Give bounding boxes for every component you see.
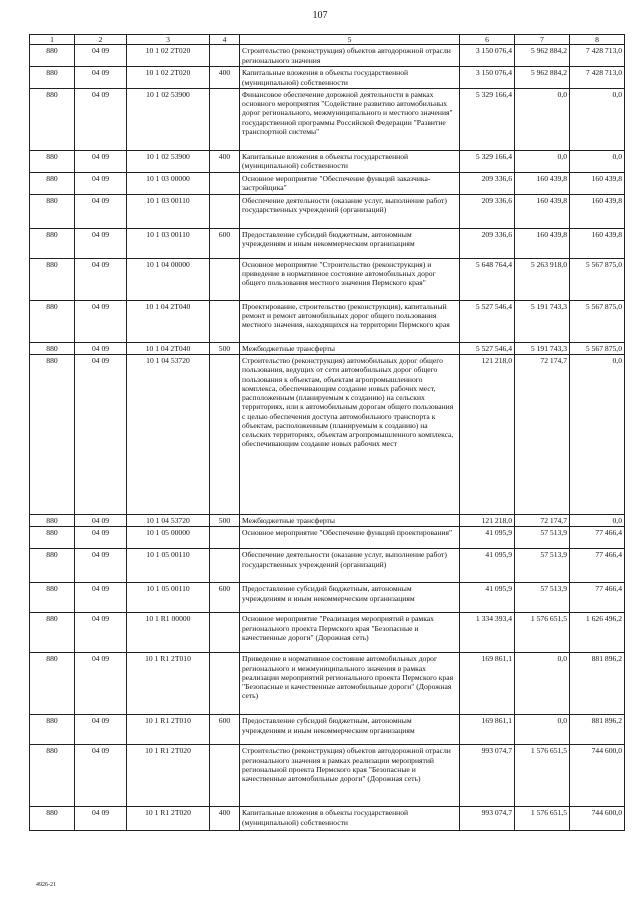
section-code-cell: 04 09	[75, 194, 127, 228]
table-row	[30, 515, 625, 527]
amount-col8-cell: 77 466,4	[570, 527, 625, 549]
budget-table-container	[29, 34, 625, 831]
table-row	[30, 583, 625, 613]
target-article-cell: 10 1 04 2Т040	[127, 300, 210, 342]
expense-type-cell	[210, 355, 240, 515]
admin-code-cell: 880	[30, 549, 75, 583]
section-code-cell: 04 09	[75, 613, 127, 653]
section-code-cell: 04 09	[75, 653, 127, 715]
amount-col8-cell: 160 439,8	[570, 172, 625, 194]
amount-col6-cell: 209 336,6	[460, 172, 515, 194]
expense-type-cell	[210, 258, 240, 300]
target-article-cell: 10 1 R1 2Т010	[127, 715, 210, 745]
section-code-cell: 04 09	[75, 45, 127, 67]
section-code-cell: 04 09	[75, 67, 127, 89]
document-code: 4926-21	[36, 882, 56, 888]
column-number: 5	[240, 35, 460, 45]
amount-col7-cell: 57 513,9	[515, 527, 570, 549]
admin-code-cell: 880	[30, 258, 75, 300]
amount-col7-cell: 0,0	[515, 653, 570, 715]
expense-type-cell	[210, 88, 240, 150]
amount-col8-cell: 1 626 496,2	[570, 613, 625, 653]
amount-col7-cell: 72 174,7	[515, 515, 570, 527]
amount-col7-cell: 5 263 918,0	[515, 258, 570, 300]
table-row	[30, 745, 625, 807]
target-article-cell: 10 1 R1 00000	[127, 613, 210, 653]
description-cell: Финансовое обеспечение дорожной деятельности в рамках основного мероприятия "Содействие развитию автомобильных дорог регионального, межмуниципального и местного значения" государственной программы Российской Федерации "Развитие транспортной системы"	[240, 88, 460, 150]
admin-code-cell: 880	[30, 355, 75, 515]
expense-type-cell	[210, 45, 240, 67]
amount-col8-cell: 0,0	[570, 150, 625, 172]
target-article-cell: 10 1 03 00110	[127, 194, 210, 228]
admin-code-cell: 880	[30, 88, 75, 150]
target-article-cell: 10 1 05 00110	[127, 549, 210, 583]
target-article-cell: 10 1 R1 2Т020	[127, 807, 210, 831]
admin-code-cell: 880	[30, 45, 75, 67]
amount-col7-cell: 160 439,8	[515, 194, 570, 228]
section-code-cell: 04 09	[75, 88, 127, 150]
section-code-cell: 04 09	[75, 150, 127, 172]
expense-type-cell	[210, 172, 240, 194]
table-row	[30, 807, 625, 831]
amount-col6-cell: 3 150 076,4	[460, 45, 515, 67]
amount-col8-cell: 77 466,4	[570, 549, 625, 583]
description-cell: Строительство (реконструкция) объектов автодорожной отрасли регионального значения	[240, 45, 460, 67]
amount-col6-cell: 993 074,7	[460, 745, 515, 807]
amount-col7-cell: 1 576 651,5	[515, 807, 570, 831]
section-code-cell: 04 09	[75, 549, 127, 583]
description-cell: Предоставление субсидий бюджетным, автономным учреждениям и иным некоммерческим организациям	[240, 228, 460, 258]
expense-type-cell: 600	[210, 715, 240, 745]
table-row	[30, 150, 625, 172]
expense-type-cell: 400	[210, 150, 240, 172]
amount-col8-cell: 744 600,0	[570, 807, 625, 831]
amount-col8-cell: 160 439,8	[570, 228, 625, 258]
expense-type-cell	[210, 194, 240, 228]
admin-code-cell: 880	[30, 67, 75, 89]
amount-col8-cell: 0,0	[570, 88, 625, 150]
table-row	[30, 613, 625, 653]
amount-col8-cell: 881 896,2	[570, 653, 625, 715]
table-row	[30, 172, 625, 194]
amount-col7-cell: 0,0	[515, 88, 570, 150]
amount-col7-cell: 5 962 884,2	[515, 67, 570, 89]
target-article-cell: 10 1 02 53900	[127, 88, 210, 150]
section-code-cell: 04 09	[75, 342, 127, 354]
column-number: 4	[210, 35, 240, 45]
table-row	[30, 228, 625, 258]
amount-col8-cell: 5 567 875,0	[570, 258, 625, 300]
amount-col7-cell: 0,0	[515, 715, 570, 745]
expense-type-cell	[210, 527, 240, 549]
amount-col6-cell: 5 329 166,4	[460, 150, 515, 172]
expense-type-cell: 400	[210, 67, 240, 89]
target-article-cell: 10 1 04 00000	[127, 258, 210, 300]
expense-type-cell	[210, 653, 240, 715]
page-number: 107	[312, 10, 328, 21]
admin-code-cell: 880	[30, 653, 75, 715]
description-cell: Основное мероприятие "Строительство (реконструкция) и приведение в нормативное состояние автомобильных дорог общего пользования местного значения Пермского края"	[240, 258, 460, 300]
admin-code-cell: 880	[30, 527, 75, 549]
description-cell: Основное мероприятие "Обеспечение функций заказчика-застройщика"	[240, 172, 460, 194]
table-row	[30, 45, 625, 67]
description-cell: Обеспечение деятельности (оказание услуг, выполнение работ) государственных учреждений (организаций)	[240, 194, 460, 228]
description-cell: Капитальные вложения в объекты государственной (муниципальной) собственности	[240, 150, 460, 172]
column-number-row	[30, 35, 625, 45]
section-code-cell: 04 09	[75, 300, 127, 342]
target-article-cell: 10 1 04 53720	[127, 355, 210, 515]
amount-col6-cell: 3 150 076,4	[460, 67, 515, 89]
description-cell: Капитальные вложения в объекты государственной (муниципальной) собственности	[240, 807, 460, 831]
amount-col7-cell: 160 439,8	[515, 228, 570, 258]
table-row	[30, 67, 625, 89]
amount-col8-cell: 7 428 713,0	[570, 45, 625, 67]
amount-col7-cell: 160 439,8	[515, 172, 570, 194]
target-article-cell: 10 1 02 53900	[127, 150, 210, 172]
section-code-cell: 04 09	[75, 258, 127, 300]
admin-code-cell: 880	[30, 194, 75, 228]
amount-col8-cell: 5 567 875,0	[570, 342, 625, 354]
expense-type-cell: 400	[210, 807, 240, 831]
expense-type-cell: 600	[210, 228, 240, 258]
amount-col6-cell: 209 336,6	[460, 194, 515, 228]
admin-code-cell: 880	[30, 613, 75, 653]
table-row	[30, 88, 625, 150]
column-number: 2	[75, 35, 127, 45]
admin-code-cell: 880	[30, 172, 75, 194]
target-article-cell: 10 1 R1 2Т020	[127, 745, 210, 807]
section-code-cell: 04 09	[75, 807, 127, 831]
section-code-cell: 04 09	[75, 228, 127, 258]
table-row	[30, 653, 625, 715]
amount-col8-cell: 7 428 713,0	[570, 67, 625, 89]
column-number: 7	[515, 35, 570, 45]
amount-col8-cell: 744 600,0	[570, 745, 625, 807]
section-code-cell: 04 09	[75, 745, 127, 807]
target-article-cell: 10 1 02 2Т020	[127, 67, 210, 89]
description-cell: Предоставление субсидий бюджетным, автономным учреждениям и иным некоммерческим организациям	[240, 715, 460, 745]
amount-col6-cell: 121 218,0	[460, 355, 515, 515]
expense-type-cell: 500	[210, 515, 240, 527]
description-cell: Основное мероприятие "Обеспечение функций проектирования"	[240, 527, 460, 549]
amount-col6-cell: 169 861,1	[460, 653, 515, 715]
amount-col7-cell: 1 576 651,5	[515, 613, 570, 653]
table-row	[30, 355, 625, 515]
admin-code-cell: 880	[30, 342, 75, 354]
amount-col6-cell: 5 648 764,4	[460, 258, 515, 300]
amount-col6-cell: 41 095,9	[460, 583, 515, 613]
description-cell: Строительство (реконструкция) объектов автодорожной отрасли регионального значения в рамках реализации мероприятий региональной проекта Пермского края "Безопасные и качественные автомобильные дороги" (Дорожная сеть)	[240, 745, 460, 807]
description-cell: Предоставление субсидий бюджетным, автономным учреждениям и иным некоммерческим организациям	[240, 583, 460, 613]
table-row	[30, 549, 625, 583]
expense-type-cell: 600	[210, 583, 240, 613]
amount-col7-cell: 72 174,7	[515, 355, 570, 515]
expense-type-cell	[210, 745, 240, 807]
expense-type-cell	[210, 613, 240, 653]
amount-col6-cell: 121 218,0	[460, 515, 515, 527]
section-code-cell: 04 09	[75, 515, 127, 527]
section-code-cell: 04 09	[75, 583, 127, 613]
admin-code-cell: 880	[30, 807, 75, 831]
description-cell: Капитальные вложения в объекты государственной (муниципальной) собственности	[240, 67, 460, 89]
admin-code-cell: 880	[30, 745, 75, 807]
amount-col7-cell: 5 191 743,3	[515, 300, 570, 342]
amount-col6-cell: 5 527 546,4	[460, 300, 515, 342]
column-number: 1	[30, 35, 75, 45]
admin-code-cell: 880	[30, 583, 75, 613]
section-code-cell: 04 09	[75, 172, 127, 194]
target-article-cell: 10 1 02 2Т020	[127, 45, 210, 67]
target-article-cell: 10 1 05 00110	[127, 583, 210, 613]
table-row	[30, 258, 625, 300]
admin-code-cell: 880	[30, 515, 75, 527]
admin-code-cell: 880	[30, 300, 75, 342]
table-row	[30, 342, 625, 354]
column-number: 6	[460, 35, 515, 45]
table-row	[30, 527, 625, 549]
amount-col7-cell: 5 962 884,2	[515, 45, 570, 67]
target-article-cell: 10 1 04 53720	[127, 515, 210, 527]
expense-type-cell: 500	[210, 342, 240, 354]
amount-col6-cell: 993 074,7	[460, 807, 515, 831]
description-cell: Строительство (реконструкция) автомобильных дорог общего пользования, ведущих от сети автомобильных дорог общего пользования к объектам, объектам агропромышленного комплекса, обеспечивающим создание новых рабочих мест, расположенным (планируемым к созданию) на сельских территориях, или к автомобильным дорогам общего пользования с целью обеспечения доступа автомобильного транспорта к объектам, расположенным (планируемым к созданию) на сельских территориях, объектам агропромышленного комплекса, обеспечивающим создание новых рабочих мест	[240, 355, 460, 515]
amount-col7-cell: 5 191 743,3	[515, 342, 570, 354]
amount-col7-cell: 57 513,9	[515, 583, 570, 613]
amount-col7-cell: 1 576 651,5	[515, 745, 570, 807]
amount-col6-cell: 169 861,1	[460, 715, 515, 745]
amount-col8-cell: 77 466,4	[570, 583, 625, 613]
admin-code-cell: 880	[30, 228, 75, 258]
column-number: 8	[570, 35, 625, 45]
section-code-cell: 04 09	[75, 715, 127, 745]
admin-code-cell: 880	[30, 150, 75, 172]
target-article-cell: 10 1 05 00000	[127, 527, 210, 549]
target-article-cell: 10 1 03 00110	[127, 228, 210, 258]
target-article-cell: 10 1 04 2Т040	[127, 342, 210, 354]
amount-col6-cell: 209 336,6	[460, 228, 515, 258]
target-article-cell: 10 1 03 00000	[127, 172, 210, 194]
amount-col8-cell: 0,0	[570, 515, 625, 527]
amount-col6-cell: 41 095,9	[460, 527, 515, 549]
section-code-cell: 04 09	[75, 355, 127, 515]
amount-col8-cell: 881 896,2	[570, 715, 625, 745]
description-cell: Проектирование, строительство (реконструкция), капитальный ремонт и ремонт автомобильных дорог общего пользования местного значения, находящихся на территории Пермского края	[240, 300, 460, 342]
amount-col8-cell: 160 439,8	[570, 194, 625, 228]
amount-col6-cell: 1 334 393,4	[460, 613, 515, 653]
amount-col7-cell: 57 513,9	[515, 549, 570, 583]
table-row	[30, 300, 625, 342]
amount-col6-cell: 5 329 166,4	[460, 88, 515, 150]
table-row	[30, 194, 625, 228]
target-article-cell: 10 1 R1 2Т010	[127, 653, 210, 715]
amount-col7-cell: 0,0	[515, 150, 570, 172]
description-cell: Основное мероприятие "Реализация мероприятий в рамках регионального проекта Пермского края "Безопасные и качественные дороги" (Дорожная сеть)	[240, 613, 460, 653]
description-cell: Обеспечение деятельности (оказание услуг, выполнение работ) государственных учреждений (организаций)	[240, 549, 460, 583]
column-number: 3	[127, 35, 210, 45]
budget-table	[29, 34, 625, 831]
section-code-cell: 04 09	[75, 527, 127, 549]
admin-code-cell: 880	[30, 715, 75, 745]
expense-type-cell	[210, 549, 240, 583]
description-cell: Межбюджетные трансферты	[240, 342, 460, 354]
table-row	[30, 715, 625, 745]
expense-type-cell	[210, 300, 240, 342]
amount-col8-cell: 5 567 875,0	[570, 300, 625, 342]
amount-col8-cell: 0,0	[570, 355, 625, 515]
amount-col6-cell: 41 095,9	[460, 549, 515, 583]
description-cell: Приведение в нормативное состояние автомобильных дорог регионального и межмуниципального значения в рамках реализации мероприятий регионального проекта Пермского края "Безопасные и качественные автомобильные дороги" (Дорожная сеть)	[240, 653, 460, 715]
amount-col6-cell: 5 527 546,4	[460, 342, 515, 354]
description-cell: Межбюджетные трансферты	[240, 515, 460, 527]
